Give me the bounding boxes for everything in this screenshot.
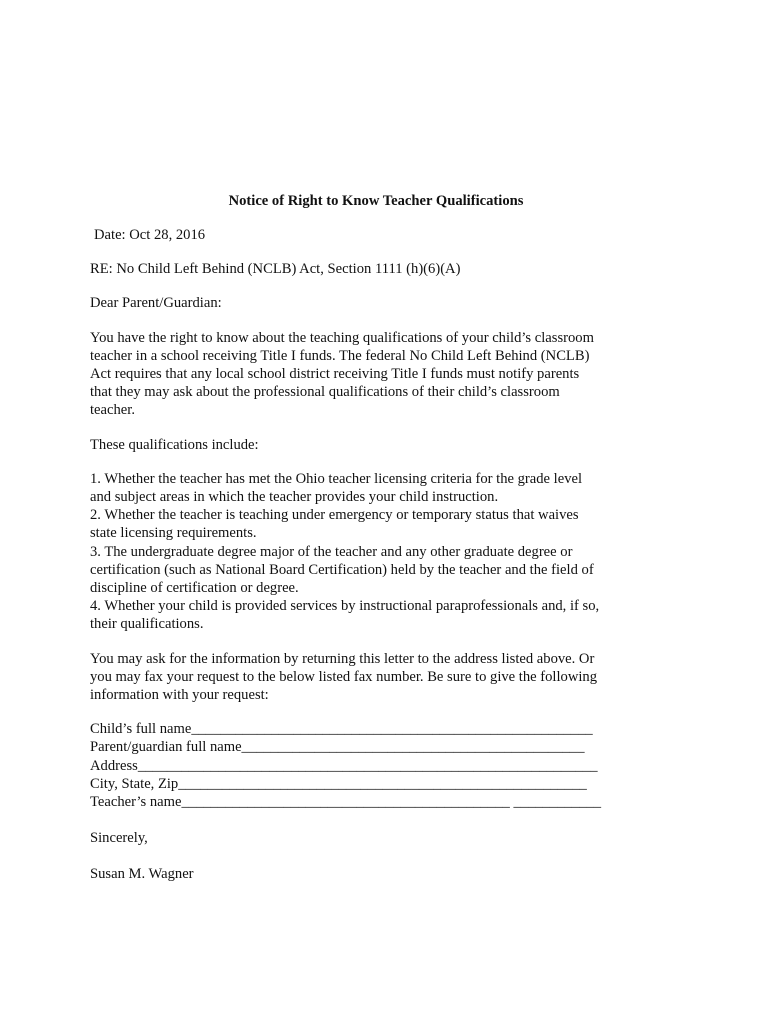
list-item: and subject areas in which the teacher provides your child instruction.: [90, 489, 499, 506]
intro-paragraph: [90, 329, 630, 420]
list-item: 2. Whether the teacher is teaching under emergency or temporary status that waives: [90, 507, 579, 524]
list-item: certification (such as National Board Certification) held by the teacher and the field of: [90, 561, 594, 578]
request-paragraph: [90, 650, 630, 705]
qualifications-list: [90, 470, 630, 634]
intro-line: that they may ask about the professional qualifications of their child’s classroom: [90, 384, 560, 401]
qualifications-heading: These qualifications include:: [90, 436, 259, 453]
address-field[interactable]: Address_______________________________________________________________: [90, 757, 598, 774]
document-title: Notice of Right to Know Teacher Qualifications: [228, 193, 524, 209]
letter-salutation: Dear Parent/Guardian:: [90, 295, 222, 312]
teachers-name-field[interactable]: Teacher’s name_____________________________________________ ____________: [90, 794, 602, 811]
closing: Sincerely,: [90, 830, 148, 847]
list-item: 4. Whether your child is provided services by instructional paraprofessionals and, if so,: [90, 598, 600, 615]
city-state-zip-field[interactable]: City, State, Zip________________________________________________________: [90, 775, 587, 792]
list-item: discipline of certification or degree.: [90, 580, 299, 597]
request-line: information with your request:: [90, 687, 269, 704]
request-line: you may fax your request to the below listed fax number. Be sure to give the following: [90, 668, 598, 685]
intro-line: teacher in a school receiving Title I funds. The federal No Child Left Behind (NCLB): [90, 347, 590, 364]
childs-name-field[interactable]: Child’s full name_______________________________________________________: [90, 721, 593, 738]
letter-date: Date: Oct 28, 2016: [94, 227, 206, 243]
letter-reference: RE: No Child Left Behind (NCLB) Act, Section 1111 (h)(6)(A): [90, 261, 461, 278]
parent-name-field[interactable]: Parent/guardian full name_______________________________________________: [90, 739, 585, 756]
intro-line: Act requires that any local school district receiving Title I funds must notify parents: [90, 366, 580, 383]
list-item: state licensing requirements.: [90, 525, 257, 542]
signature: Susan M. Wagner: [90, 866, 194, 883]
letter-document: [90, 192, 630, 901]
intro-line: You have the right to know about the teaching qualifications of your child’s classroom: [90, 329, 594, 346]
request-line: You may ask for the information by returning this letter to the address listed above. Or: [90, 650, 595, 667]
list-item: 3. The undergraduate degree major of the teacher and any other graduate degree or: [90, 543, 573, 560]
list-item: their qualifications.: [90, 616, 204, 633]
list-item: 1. Whether the teacher has met the Ohio teacher licensing criteria for the grade level: [90, 470, 583, 487]
intro-line: teacher.: [90, 402, 135, 419]
request-form: [90, 720, 630, 811]
